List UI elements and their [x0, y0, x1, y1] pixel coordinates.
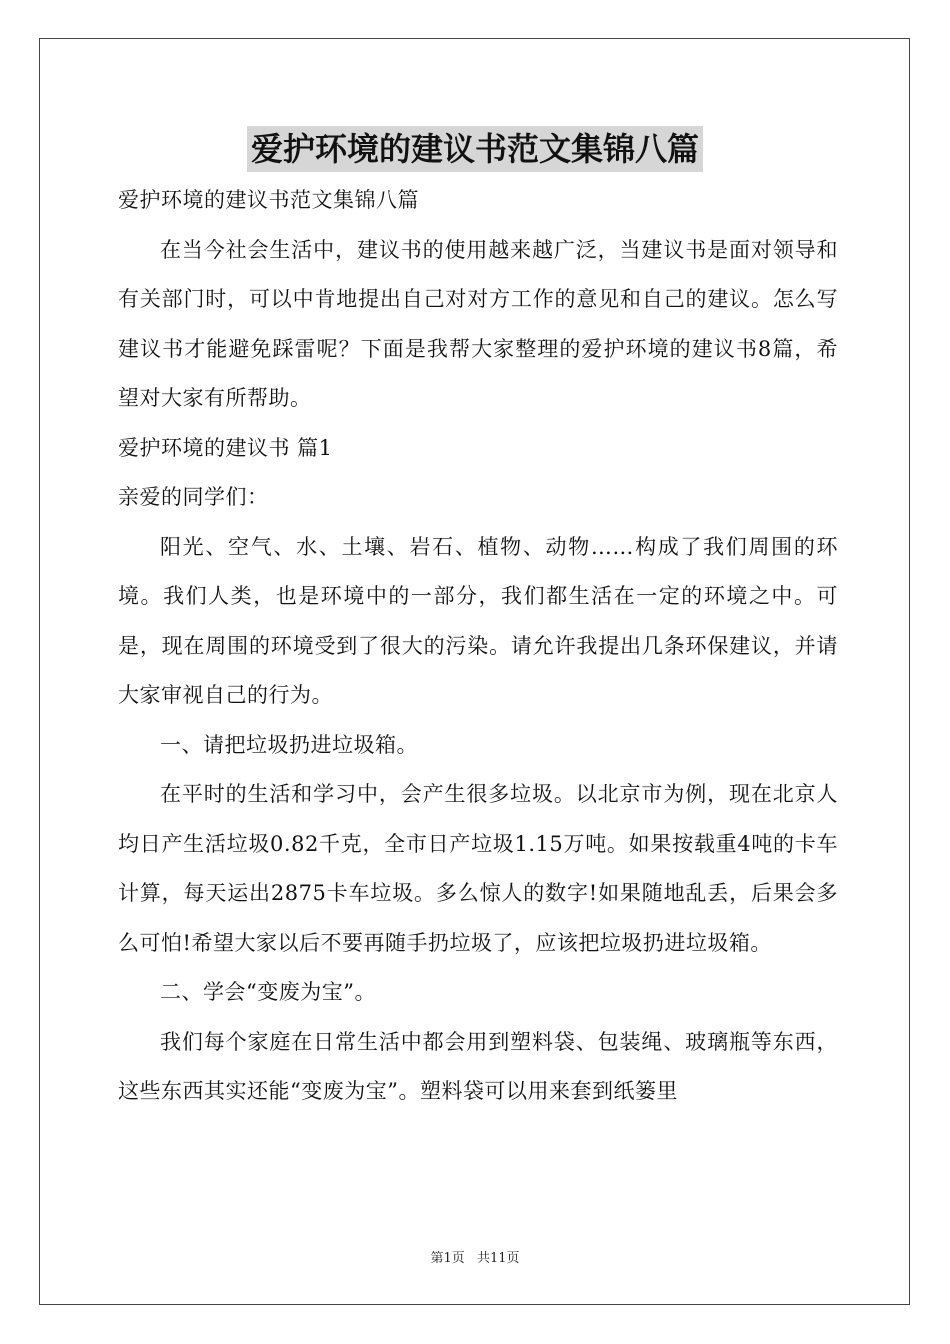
list-heading: 二、学会“变废为宝”。 [160, 980, 376, 1004]
page-number: 第1页 [430, 1251, 465, 1266]
paragraph: 我们每个家庭在日常生活中都会用到塑料袋、包装绳、玻璃瓶等东西，这些东西其实还能“变废为宝”。塑料袋可以用来套到纸篓里 [118, 1029, 838, 1103]
document-title: 爱护环境的建议书范文集锦八篇 [247, 126, 703, 172]
paragraph: 在当今社会生活中，建议书的使用越来越广泛，当建议书是面对领导和有关部门时，可以中肯地提出自己对对方工作的意见和自己的建议。怎么写建议书才能避免踩雷呢？下面是我帮大家整理的爱护环境的建议书8篇，希望对大家有所帮助。 [118, 237, 838, 410]
page-total: 共11页 [476, 1251, 520, 1266]
paragraph: 在平时的生活和学习中，会产生很多垃圾。以北京市为例，现在北京人均日产生活垃圾0.82千克，全市日产垃圾1.15万吨。如果按载重4吨的卡车计算，每天运出2875卡车垃圾。多么惊人的数字!如果随地乱丢，后果会多么可怕!希望大家以后不要再随手扔垃圾了，应该把垃圾扔进垃圾箱。 [118, 782, 838, 955]
section-heading: 爱护环境的建议书 篇1 [118, 435, 333, 460]
list-heading: 一、请把垃圾扔进垃圾箱。 [160, 732, 418, 757]
page-footer [0, 1247, 950, 1266]
paragraph: 阳光、空气、水、土壤、岩石、植物、动物……构成了我们周围的环境。我们人类，也是环境中的一部分，我们都生活在一定的环境之中。可是，现在周围的环境受到了很大的污染。请允许我提出几条环保建议，并请大家审视自己的行为。 [118, 534, 838, 707]
title-wrap [0, 126, 950, 172]
salutation: 亲爱的同学们： [118, 485, 269, 509]
paragraph: 爱护环境的建议书范文集锦八篇 [118, 188, 419, 212]
document-body [118, 176, 838, 1117]
